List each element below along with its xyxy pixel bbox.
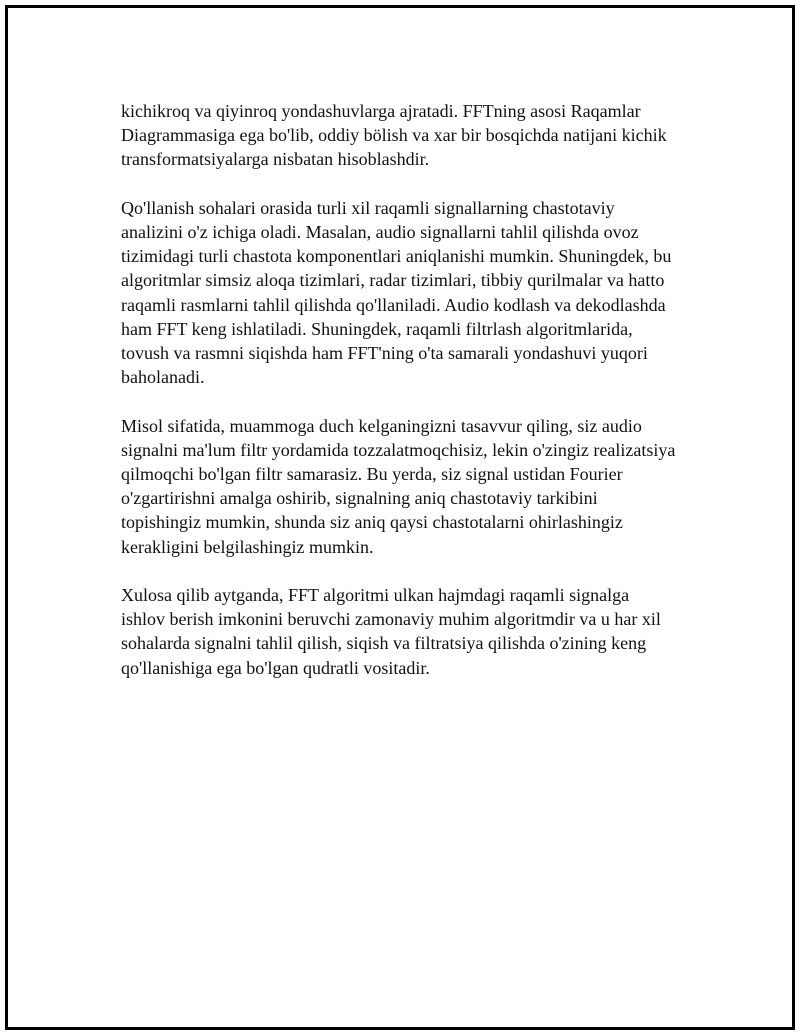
text-line: tovush va rasmni siqishda ham FFT'ning o'ta samarali yondashuvi yuqori [121,343,648,364]
text-line: ishlov berish imkonini beruvchi zamonaviy muhim algoritmdir va u har xil [121,609,661,630]
text-line: kerakligini belgilashingiz mumkin. [121,536,374,557]
paragraph-example [121,414,711,559]
paragraph-fft-definition [121,99,711,172]
text-line: signalni ma'lum filtr yordamida tozzalatmoqchisiz, lekin o'zingiz realizatsiya [121,439,676,460]
text-line: Diagrammasiga ega bo'lib, oddiy bölish va xar bir bosqichda natijani kichik [121,125,667,146]
text-line: sohalarda signalni tahlil qilish, siqish va filtratsiya qilishda o'zining keng [121,633,647,654]
paragraph-applications [121,196,711,390]
text-line: raqamli rasmlarni tahlil qilishda qo'llaniladi. Audio kodlash va dekodlashda [121,294,666,315]
document-body [121,99,711,704]
page-border [5,5,795,1030]
text-line: qo'llanishiga ega bo'lgan qudratli vositadir. [121,657,430,678]
text-line: topishingiz mumkin, shunda siz aniq qaysi chastotalarni ohirlashingiz [121,512,623,533]
paragraph-conclusion [121,583,711,680]
text-line: Misol sifatida, muammoga duch kelganingizni tasavvur qiling, siz audio [121,415,642,436]
text-line: algoritmlar simsiz aloqa tizimlari, radar tizimlari, tibbiy qurilmalar va hatto [121,270,665,291]
text-line: transformatsiyalarga nisbatan hisoblashdir. [121,149,430,170]
text-line: Xulosa qilib aytganda, FFT algoritmi ulkan hajmdagi raqamli signalga [121,585,630,606]
text-line: analizini o'z ichiga oladi. Masalan, audio signallarni tahlil qilishda ovoz [121,222,639,242]
text-line: baholanadi. [121,367,205,388]
text-line: tizimidagi turli chastota komponentlari aniqlanishi mumkin. Shuningdek, bu [121,246,672,267]
text-line: ham FFT keng ishlatiladi. Shuningdek, raqamli filtrlash algoritmlarida, [121,318,633,339]
text-line: o'zgartirishni amalga oshirib, signalning aniq chastotaviy tarkibini [121,488,598,509]
text-line: kichikroq va qiyinroq yondashuvlarga ajratadi. FFTning asosi Raqamlar [121,101,641,121]
text-line: Qo'llanish sohalari orasida turli xil raqamli signallarning chastotaviy [121,197,615,218]
text-line: qilmoqchi bo'lgan filtr samarasiz. Bu yerda, siz signal ustidan Fourier [121,464,623,485]
